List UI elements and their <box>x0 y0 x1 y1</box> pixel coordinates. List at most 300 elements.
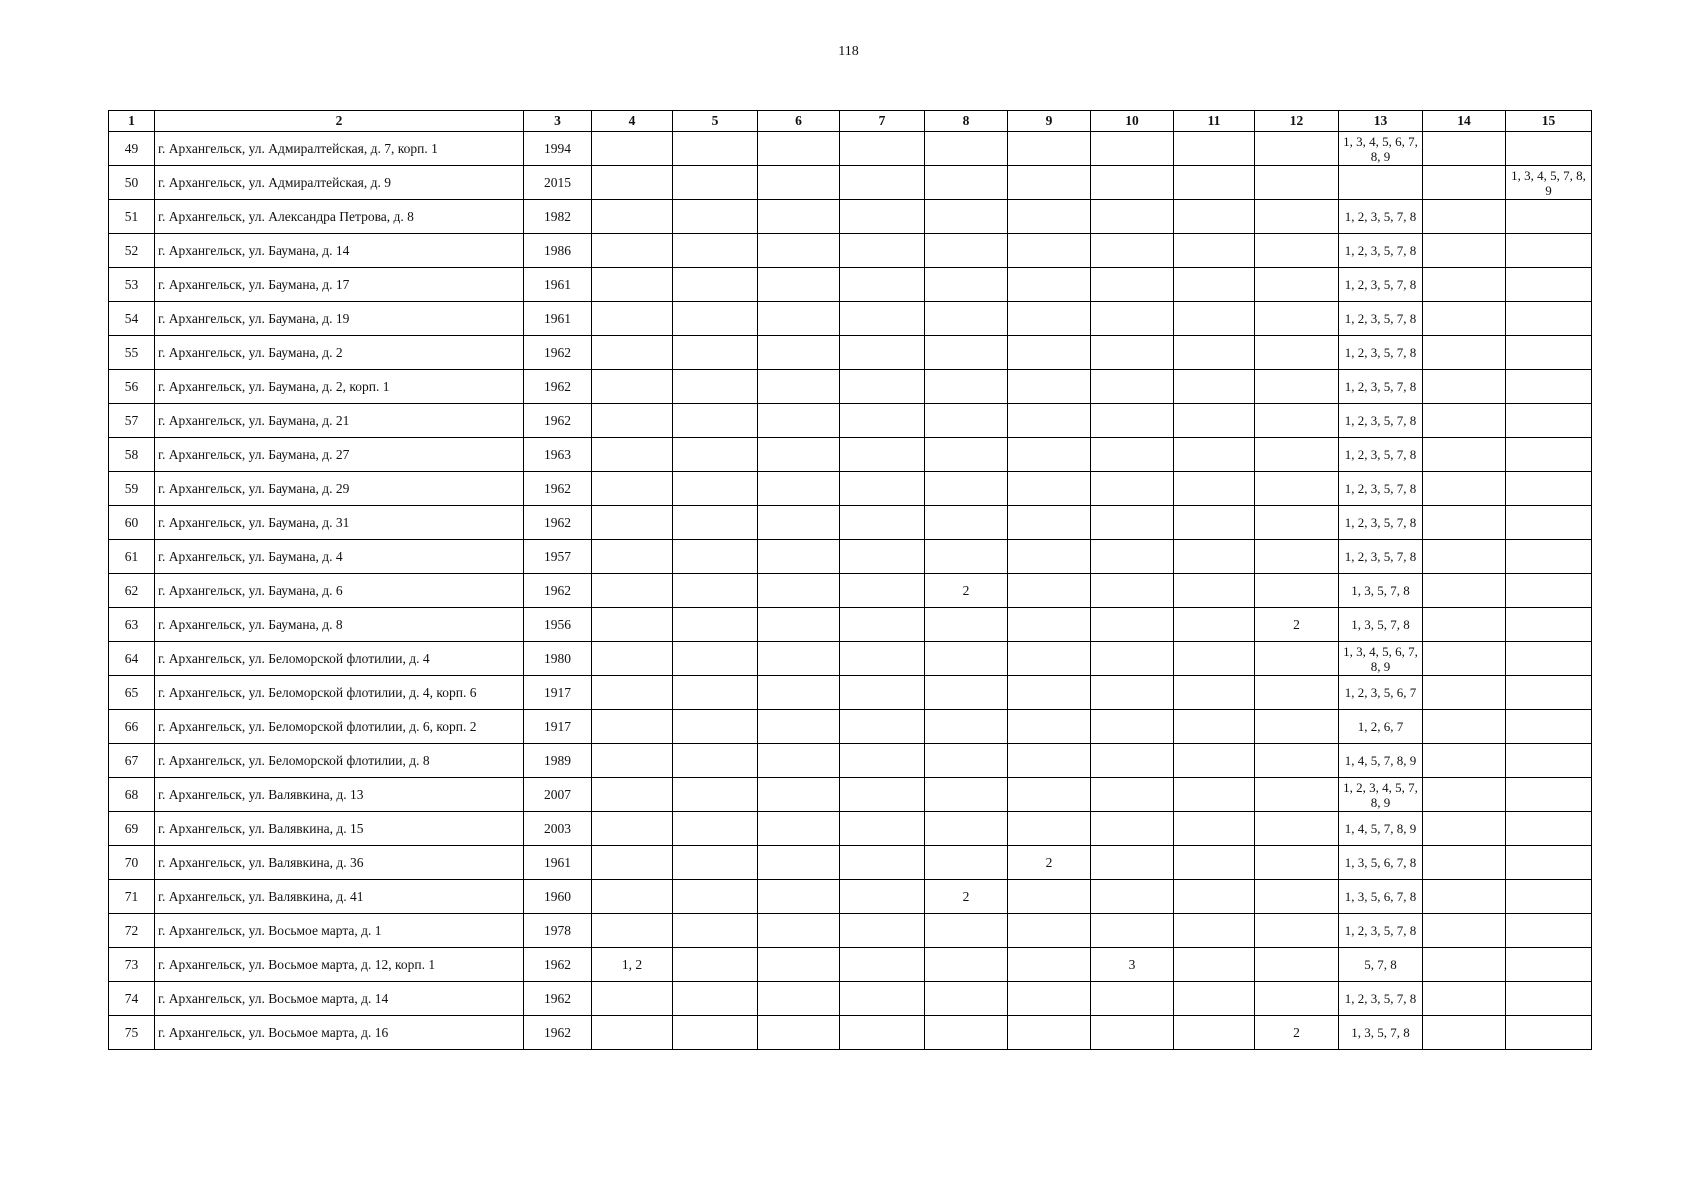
column-8-cell <box>925 234 1008 268</box>
column-10-cell <box>1091 914 1174 948</box>
column-12-cell <box>1255 812 1339 846</box>
column-10-cell <box>1091 472 1174 506</box>
column-6-cell <box>758 608 840 642</box>
table-row <box>109 302 1592 336</box>
column-7-cell <box>840 676 925 710</box>
column-8-cell: 2 <box>925 574 1008 608</box>
row-number-cell: 74 <box>109 982 155 1016</box>
column-4-cell <box>592 574 673 608</box>
row-number-cell: 49 <box>109 132 155 166</box>
column-11-cell <box>1174 370 1255 404</box>
column-11-cell <box>1174 982 1255 1016</box>
column-10-cell <box>1091 846 1174 880</box>
column-7-cell <box>840 370 925 404</box>
year-cell: 1962 <box>524 506 592 540</box>
column-5-cell <box>673 914 758 948</box>
column-10-cell <box>1091 778 1174 812</box>
column-15-cell <box>1506 336 1592 370</box>
column-9-cell <box>1008 1016 1091 1050</box>
column-14-cell <box>1423 336 1506 370</box>
column-7-cell <box>840 744 925 778</box>
column-13-cell: 1, 2, 3, 5, 7, 8 <box>1339 336 1423 370</box>
table-row <box>109 540 1592 574</box>
column-9-cell <box>1008 438 1091 472</box>
column-12-cell <box>1255 710 1339 744</box>
column-10-cell <box>1091 370 1174 404</box>
column-6-cell <box>758 642 840 676</box>
column-6-cell <box>758 1016 840 1050</box>
column-10-cell <box>1091 200 1174 234</box>
column-8-cell <box>925 778 1008 812</box>
year-cell: 1961 <box>524 846 592 880</box>
column-header-7: 7 <box>840 111 925 132</box>
column-9-cell <box>1008 676 1091 710</box>
column-13-cell: 1, 3, 5, 6, 7, 8 <box>1339 846 1423 880</box>
column-6-cell <box>758 200 840 234</box>
address-cell: г. Архангельск, ул. Баумана, д. 4 <box>155 540 524 574</box>
column-5-cell <box>673 880 758 914</box>
column-12-cell <box>1255 914 1339 948</box>
year-cell: 1956 <box>524 608 592 642</box>
address-cell: г. Архангельск, ул. Баумана, д. 31 <box>155 506 524 540</box>
column-5-cell <box>673 948 758 982</box>
column-7-cell <box>840 268 925 302</box>
column-4-cell <box>592 506 673 540</box>
column-4-cell <box>592 370 673 404</box>
column-7-cell <box>840 846 925 880</box>
column-6-cell <box>758 302 840 336</box>
column-5-cell <box>673 744 758 778</box>
column-4-cell <box>592 438 673 472</box>
column-14-cell <box>1423 506 1506 540</box>
column-12-cell <box>1255 676 1339 710</box>
column-13-cell: 1, 3, 5, 7, 8 <box>1339 574 1423 608</box>
column-4-cell <box>592 914 673 948</box>
column-12-cell <box>1255 404 1339 438</box>
column-header-3: 3 <box>524 111 592 132</box>
column-4-cell <box>592 404 673 438</box>
column-13-cell: 1, 3, 4, 5, 6, 7, 8, 9 <box>1339 132 1423 166</box>
column-12-cell <box>1255 982 1339 1016</box>
address-cell: г. Архангельск, ул. Баумана, д. 2 <box>155 336 524 370</box>
column-14-cell <box>1423 540 1506 574</box>
column-4-cell <box>592 336 673 370</box>
column-13-cell: 1, 3, 4, 5, 6, 7, 8, 9 <box>1339 642 1423 676</box>
column-4-cell: 1, 2 <box>592 948 673 982</box>
address-cell: г. Архангельск, ул. Беломорской флотилии, д. 6, корп. 2 <box>155 710 524 744</box>
column-15-cell <box>1506 472 1592 506</box>
column-7-cell <box>840 574 925 608</box>
column-9-cell <box>1008 778 1091 812</box>
address-cell: г. Архангельск, ул. Александра Петрова, д. 8 <box>155 200 524 234</box>
row-number-cell: 62 <box>109 574 155 608</box>
year-cell: 1962 <box>524 574 592 608</box>
column-14-cell <box>1423 166 1506 200</box>
table-row <box>109 336 1592 370</box>
column-15-cell <box>1506 268 1592 302</box>
column-9-cell <box>1008 132 1091 166</box>
column-9-cell <box>1008 574 1091 608</box>
column-4-cell <box>592 710 673 744</box>
column-8-cell <box>925 982 1008 1016</box>
column-11-cell <box>1174 268 1255 302</box>
row-number-cell: 75 <box>109 1016 155 1050</box>
column-9-cell <box>1008 744 1091 778</box>
column-11-cell <box>1174 302 1255 336</box>
column-5-cell <box>673 778 758 812</box>
column-9-cell <box>1008 914 1091 948</box>
row-number-cell: 57 <box>109 404 155 438</box>
table-row <box>109 234 1592 268</box>
column-15-cell <box>1506 642 1592 676</box>
column-12-cell: 2 <box>1255 1016 1339 1050</box>
column-13-cell: 1, 3, 5, 7, 8 <box>1339 1016 1423 1050</box>
column-7-cell <box>840 472 925 506</box>
column-15-cell <box>1506 744 1592 778</box>
column-8-cell <box>925 166 1008 200</box>
column-5-cell <box>673 1016 758 1050</box>
column-5-cell <box>673 404 758 438</box>
column-13-cell: 1, 2, 3, 5, 7, 8 <box>1339 234 1423 268</box>
year-cell: 1963 <box>524 438 592 472</box>
year-cell: 1986 <box>524 234 592 268</box>
column-5-cell <box>673 234 758 268</box>
column-14-cell <box>1423 1016 1506 1050</box>
column-6-cell <box>758 982 840 1016</box>
column-6-cell <box>758 948 840 982</box>
address-cell: г. Архангельск, ул. Восьмое марта, д. 1 <box>155 914 524 948</box>
column-4-cell <box>592 880 673 914</box>
column-10-cell <box>1091 234 1174 268</box>
table-row <box>109 438 1592 472</box>
column-15-cell <box>1506 574 1592 608</box>
address-cell: г. Архангельск, ул. Баумана, д. 27 <box>155 438 524 472</box>
column-5-cell <box>673 132 758 166</box>
year-cell: 1962 <box>524 472 592 506</box>
column-11-cell <box>1174 710 1255 744</box>
row-number-cell: 64 <box>109 642 155 676</box>
column-14-cell <box>1423 676 1506 710</box>
column-11-cell <box>1174 336 1255 370</box>
table-row <box>109 710 1592 744</box>
column-8-cell <box>925 506 1008 540</box>
column-10-cell <box>1091 166 1174 200</box>
column-10-cell <box>1091 880 1174 914</box>
table-row <box>109 200 1592 234</box>
column-11-cell <box>1174 846 1255 880</box>
column-5-cell <box>673 676 758 710</box>
column-14-cell <box>1423 642 1506 676</box>
address-cell: г. Архангельск, ул. Беломорской флотилии, д. 4, корп. 6 <box>155 676 524 710</box>
column-6-cell <box>758 166 840 200</box>
column-4-cell <box>592 472 673 506</box>
address-cell: г. Архангельск, ул. Баумана, д. 6 <box>155 574 524 608</box>
column-15-cell: 1, 3, 4, 5, 7, 8, 9 <box>1506 166 1592 200</box>
column-10-cell <box>1091 506 1174 540</box>
column-7-cell <box>840 1016 925 1050</box>
column-9-cell <box>1008 200 1091 234</box>
column-14-cell <box>1423 778 1506 812</box>
column-14-cell <box>1423 472 1506 506</box>
column-8-cell <box>925 608 1008 642</box>
column-4-cell <box>592 200 673 234</box>
column-header-13: 13 <box>1339 111 1423 132</box>
column-14-cell <box>1423 710 1506 744</box>
address-cell: г. Архангельск, ул. Адмиралтейская, д. 7, корп. 1 <box>155 132 524 166</box>
column-7-cell <box>840 914 925 948</box>
column-8-cell <box>925 846 1008 880</box>
year-cell: 1917 <box>524 710 592 744</box>
column-13-cell: 1, 2, 3, 5, 6, 7 <box>1339 676 1423 710</box>
column-8-cell <box>925 1016 1008 1050</box>
row-number-cell: 69 <box>109 812 155 846</box>
column-4-cell <box>592 1016 673 1050</box>
column-14-cell <box>1423 234 1506 268</box>
row-number-cell: 59 <box>109 472 155 506</box>
table-row <box>109 948 1592 982</box>
column-15-cell <box>1506 234 1592 268</box>
column-13-cell: 1, 2, 3, 5, 7, 8 <box>1339 472 1423 506</box>
column-header-15: 15 <box>1506 111 1592 132</box>
column-10-cell <box>1091 268 1174 302</box>
table-row <box>109 778 1592 812</box>
column-11-cell <box>1174 676 1255 710</box>
column-11-cell <box>1174 540 1255 574</box>
column-header-14: 14 <box>1423 111 1506 132</box>
column-12-cell <box>1255 846 1339 880</box>
column-13-cell: 1, 2, 3, 5, 7, 8 <box>1339 268 1423 302</box>
column-8-cell <box>925 370 1008 404</box>
column-15-cell <box>1506 880 1592 914</box>
column-15-cell <box>1506 778 1592 812</box>
column-5-cell <box>673 846 758 880</box>
column-10-cell <box>1091 676 1174 710</box>
column-13-cell: 1, 2, 3, 5, 7, 8 <box>1339 540 1423 574</box>
table-row <box>109 404 1592 438</box>
table-row <box>109 574 1592 608</box>
column-header-4: 4 <box>592 111 673 132</box>
row-number-cell: 54 <box>109 302 155 336</box>
column-15-cell <box>1506 812 1592 846</box>
column-12-cell <box>1255 642 1339 676</box>
address-cell: г. Архангельск, ул. Валявкина, д. 13 <box>155 778 524 812</box>
year-cell: 1989 <box>524 744 592 778</box>
column-9-cell <box>1008 948 1091 982</box>
address-cell: г. Архангельск, ул. Восьмое марта, д. 16 <box>155 1016 524 1050</box>
column-11-cell <box>1174 438 1255 472</box>
column-12-cell <box>1255 438 1339 472</box>
column-6-cell <box>758 234 840 268</box>
column-11-cell <box>1174 642 1255 676</box>
column-9-cell <box>1008 506 1091 540</box>
column-13-cell: 1, 4, 5, 7, 8, 9 <box>1339 744 1423 778</box>
column-12-cell <box>1255 268 1339 302</box>
column-14-cell <box>1423 302 1506 336</box>
column-7-cell <box>840 302 925 336</box>
column-10-cell <box>1091 574 1174 608</box>
column-11-cell <box>1174 608 1255 642</box>
column-9-cell <box>1008 642 1091 676</box>
column-4-cell <box>592 234 673 268</box>
column-6-cell <box>758 336 840 370</box>
column-4-cell <box>592 676 673 710</box>
table-row <box>109 642 1592 676</box>
year-cell: 2015 <box>524 166 592 200</box>
column-4-cell <box>592 642 673 676</box>
column-9-cell <box>1008 812 1091 846</box>
column-header-6: 6 <box>758 111 840 132</box>
column-5-cell <box>673 982 758 1016</box>
column-6-cell <box>758 438 840 472</box>
column-5-cell <box>673 812 758 846</box>
column-11-cell <box>1174 472 1255 506</box>
column-7-cell <box>840 880 925 914</box>
column-8-cell <box>925 472 1008 506</box>
column-6-cell <box>758 710 840 744</box>
column-6-cell <box>758 472 840 506</box>
column-15-cell <box>1506 132 1592 166</box>
column-12-cell <box>1255 166 1339 200</box>
column-15-cell <box>1506 506 1592 540</box>
column-15-cell <box>1506 982 1592 1016</box>
column-14-cell <box>1423 370 1506 404</box>
column-13-cell: 1, 2, 3, 5, 7, 8 <box>1339 302 1423 336</box>
column-9-cell <box>1008 710 1091 744</box>
column-9-cell: 2 <box>1008 846 1091 880</box>
column-11-cell <box>1174 914 1255 948</box>
column-4-cell <box>592 778 673 812</box>
column-4-cell <box>592 132 673 166</box>
column-14-cell <box>1423 438 1506 472</box>
column-15-cell <box>1506 302 1592 336</box>
column-13-cell: 1, 3, 5, 7, 8 <box>1339 608 1423 642</box>
table-row <box>109 676 1592 710</box>
column-4-cell <box>592 166 673 200</box>
column-header-11: 11 <box>1174 111 1255 132</box>
column-7-cell <box>840 710 925 744</box>
column-10-cell <box>1091 302 1174 336</box>
column-7-cell <box>840 608 925 642</box>
column-12-cell <box>1255 778 1339 812</box>
column-4-cell <box>592 268 673 302</box>
column-15-cell <box>1506 676 1592 710</box>
column-5-cell <box>673 710 758 744</box>
table-row <box>109 268 1592 302</box>
column-7-cell <box>840 812 925 846</box>
column-11-cell <box>1174 234 1255 268</box>
column-8-cell <box>925 404 1008 438</box>
column-14-cell <box>1423 574 1506 608</box>
column-10-cell <box>1091 336 1174 370</box>
column-9-cell <box>1008 268 1091 302</box>
column-13-cell: 1, 2, 3, 5, 7, 8 <box>1339 982 1423 1016</box>
table-row <box>109 166 1592 200</box>
column-header-2: 2 <box>155 111 524 132</box>
column-10-cell <box>1091 812 1174 846</box>
row-number-cell: 67 <box>109 744 155 778</box>
table-row <box>109 846 1592 880</box>
column-15-cell <box>1506 608 1592 642</box>
column-13-cell: 1, 2, 3, 5, 7, 8 <box>1339 370 1423 404</box>
column-13-cell: 1, 2, 3, 4, 5, 7, 8, 9 <box>1339 778 1423 812</box>
column-15-cell <box>1506 404 1592 438</box>
column-header-10: 10 <box>1091 111 1174 132</box>
address-cell: г. Архангельск, ул. Адмиралтейская, д. 9 <box>155 166 524 200</box>
column-7-cell <box>840 234 925 268</box>
column-4-cell <box>592 302 673 336</box>
column-5-cell <box>673 370 758 404</box>
year-cell: 1917 <box>524 676 592 710</box>
column-15-cell <box>1506 846 1592 880</box>
column-4-cell <box>592 982 673 1016</box>
row-number-cell: 51 <box>109 200 155 234</box>
year-cell: 1962 <box>524 1016 592 1050</box>
column-12-cell <box>1255 336 1339 370</box>
column-7-cell <box>840 438 925 472</box>
column-10-cell <box>1091 132 1174 166</box>
column-13-cell: 1, 2, 3, 5, 7, 8 <box>1339 200 1423 234</box>
column-9-cell <box>1008 234 1091 268</box>
data-table <box>108 110 1592 1050</box>
year-cell: 1962 <box>524 336 592 370</box>
address-cell: г. Архангельск, ул. Баумана, д. 17 <box>155 268 524 302</box>
column-12-cell <box>1255 472 1339 506</box>
column-4-cell <box>592 812 673 846</box>
column-12-cell <box>1255 948 1339 982</box>
address-cell: г. Архангельск, ул. Баумана, д. 19 <box>155 302 524 336</box>
year-cell: 1962 <box>524 370 592 404</box>
column-15-cell <box>1506 540 1592 574</box>
column-5-cell <box>673 200 758 234</box>
column-8-cell <box>925 336 1008 370</box>
address-cell: г. Архангельск, ул. Валявкина, д. 36 <box>155 846 524 880</box>
column-6-cell <box>758 370 840 404</box>
column-6-cell <box>758 914 840 948</box>
column-12-cell: 2 <box>1255 608 1339 642</box>
column-8-cell <box>925 132 1008 166</box>
column-5-cell <box>673 336 758 370</box>
column-11-cell <box>1174 1016 1255 1050</box>
column-11-cell <box>1174 200 1255 234</box>
column-13-cell: 1, 2, 3, 5, 7, 8 <box>1339 506 1423 540</box>
row-number-cell: 61 <box>109 540 155 574</box>
column-6-cell <box>758 846 840 880</box>
table-row <box>109 744 1592 778</box>
address-cell: г. Архангельск, ул. Валявкина, д. 41 <box>155 880 524 914</box>
column-15-cell <box>1506 948 1592 982</box>
year-cell: 1957 <box>524 540 592 574</box>
column-5-cell <box>673 642 758 676</box>
column-6-cell <box>758 574 840 608</box>
table-row <box>109 472 1592 506</box>
column-10-cell <box>1091 1016 1174 1050</box>
column-10-cell <box>1091 540 1174 574</box>
column-13-cell: 1, 2, 3, 5, 7, 8 <box>1339 438 1423 472</box>
column-7-cell <box>840 132 925 166</box>
year-cell: 1982 <box>524 200 592 234</box>
column-12-cell <box>1255 506 1339 540</box>
column-14-cell <box>1423 880 1506 914</box>
column-11-cell <box>1174 166 1255 200</box>
year-cell: 1960 <box>524 880 592 914</box>
column-7-cell <box>840 336 925 370</box>
column-11-cell <box>1174 506 1255 540</box>
column-14-cell <box>1423 404 1506 438</box>
column-4-cell <box>592 540 673 574</box>
column-9-cell <box>1008 880 1091 914</box>
column-7-cell <box>840 982 925 1016</box>
column-9-cell <box>1008 302 1091 336</box>
